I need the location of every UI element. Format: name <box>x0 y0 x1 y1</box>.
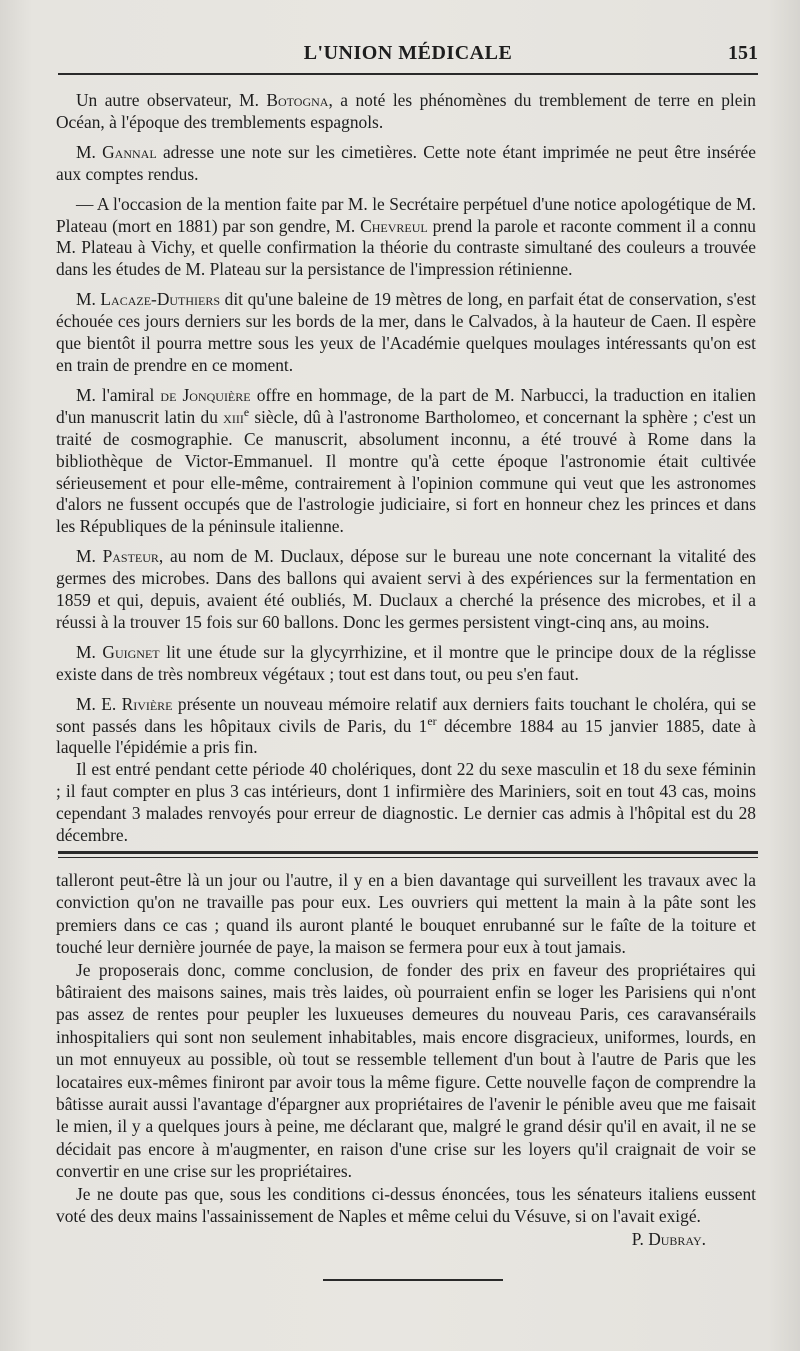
author-signature: P. Dubray. <box>631 1228 706 1249</box>
author-name: Gannal <box>102 141 157 162</box>
paragraph-pasteur: M. Pasteur, au nom de M. Duclaux, dépose sur le bureau une note concernant la vitalité des germes des microbes. Dans des ballons qui avaient servi à des expériences sur la fermentation en 1859 et qui, depuis, avaient été oubliés, M. Duclaux a cherché la présence des microbes, et il a réussi à la trouver 15 fois sur 60 ballons. Donc les germes persistent vingt-cinq ans, au moins. <box>56 546 756 632</box>
paragraph-botogna: Un autre observateur, M. Botogna, a noté les phénomènes du tremblement de terre en plein Océan, à l'époque des tremblements espagnols. <box>56 90 757 132</box>
feuilleton-paragraph-1: talleront peut-être là un jour ou l'autre, il y en a bien davantage qui surveillent les travaux avec la conviction qu'on ne travaille pas pour eux. Les ouvriers qui mettent la main à la pâte sont les premiers dans ce cas ; quand ils auront planté le bouquet enrubanné sur le faîte de la toiture et touché leur dernière journée de paye, la maison se fermera pour eux à tout jamais. <box>56 870 756 958</box>
author-name: Rivière <box>121 693 173 714</box>
paragraph-cholera-cases: Il est entré pendant cette période 40 cholériques, dont 22 du sexe masculin et 18 du sexe féminin ; il faut compter en plus 3 cas intérieurs, dont 1 infirmière des Mariniers, soit en tout 43 cas, moins cependant 3 malades renvoyés pour erreur de diagnostic. Le dernier cas admis à l'hôpital est du 28 décembre. <box>56 759 756 846</box>
feuilleton-section <box>56 869 756 1250</box>
feuilleton-paragraph-2: Je proposerais donc, comme conclusion, de fonder des prix en faveur des propriétaires qui bâtiraient des maisons saines, mais très laides, où pourraient enfin se loger les Parisiens qui n'ont pas assez de rentes pour peupler les luxueuses demeures du nouveau Paris, ces caravansérails inhospitaliers qui sont non seulement inhabitables, mais encore disgracieux, uniformes, lourds, en un mot ennuyeux au possible, où tout se ressemble tellement d'un bout à l'autre de Paris que les locataires eux-mêmes finiront par avoir tous la même figure. Cette nouvelle façon de comprendre la bâtisse aurait aussi l'avantage d'épargner aux propriétaires de l'avenir le pénible aveu que me faisait le mien, il y a quelques jours à peine, me déclarant que, malgré le grand désir qu'il en avait, il ne se décidait pas encore à m'augmenter, en raison d'une crise sur les loyers qu'il craignait de voir se convertir en une crise sur les propriétaires. <box>56 959 756 1182</box>
section-divider <box>58 851 758 858</box>
author-name: Chevreul <box>360 215 428 236</box>
feuilleton-paragraph-3: Je ne doute pas que, sous les conditions ci-dessus énoncées, tous les sénateurs italiens eussent voté des deux mains l'assainissement de Naples et même celui du Vésuve, si on l'avait exigé. <box>56 1183 756 1227</box>
author-name: Lacaze-Duthiers <box>100 289 221 310</box>
author-name: de Jonquière <box>160 384 251 405</box>
paragraph-chevreul: — A l'occasion de la mention faite par M. le Secrétaire perpétuel d'une notice apologétique de M. Plateau (mort en 1881) par son gendre, M. Chevreul prend la parole et raconte comment il a connu M. Plateau à Vichy, et quelle confirmation la théorie du contraste simultané des couleurs a trouvée dans les études de M. Plateau sur la persistance de l'impression rétinienne. <box>56 193 756 280</box>
paragraph-lacaze-duthiers: M. Lacaze-Duthiers dit qu'une baleine de 19 mètres de long, en parfait état de conservation, s'est échouée ces jours derniers sur les bords de la mer, dans le Calvados, à la hauteur de Caen. Il espère que bientôt il pourra mettre sous les yeux de l'Académie quelques moulages intéressants qu'on est en train de prendre en ce moment. <box>56 289 756 375</box>
author-name: Guignet <box>102 641 160 662</box>
footer-rule <box>323 1279 503 1281</box>
paragraph-guignet: M. Guignet lit une étude sur la glycyrrhizine, et il montre que le principe doux de la réglisse existe dans de très nombreux végétaux ; tout est dans tout, ou peu s'en faut. <box>56 641 756 684</box>
running-title: L'UNION MÉDICALE <box>303 42 513 64</box>
academy-report-section <box>56 90 756 855</box>
page-number: 151 <box>728 42 758 64</box>
paragraph-gannal: M. Gannal adresse une note sur les cimetières. Cette note étant imprimée ne peut être insérée aux comptes rendus. <box>56 141 756 184</box>
paragraph-de-jonquiere: M. l'amiral de Jonquière offre en hommage, de la part de M. Narbucci, la traduction en italien d'un manuscrit latin du xiii$^e$ siècle, dû à l'astronome Bartholomeo, et concernant la sphère ; c'est un traité de cosmographie. Ce manuscrit, absolument inconnu, a été trouvé à Rome dans la bibliothèque de Victor-Emmanuel. Il montre qu'à cette époque l'astronomie était cultivée sérieusement et pour elle-même, contrairement à l'opinion commune qui veut que les astronomes d'alors ne fussent occupés que de l'astrologie judiciaire, si fort en honneur chez les princes et dans les Républiques de la péninsule italienne. <box>56 384 756 537</box>
paragraph-riviere: M. E. Rivière présente un nouveau mémoire relatif aux derniers faits touchant le choléra, qui se sont passés dans les hôpitaux civils de Paris, du 1er décembre 1884 au 15 janvier 1885, date à laquelle l'épidémie a pris fin. <box>56 693 756 758</box>
author-name: Botogna <box>266 90 329 110</box>
page-header <box>58 40 758 74</box>
author-name: Pasteur <box>102 546 159 567</box>
header-rule <box>58 73 758 75</box>
